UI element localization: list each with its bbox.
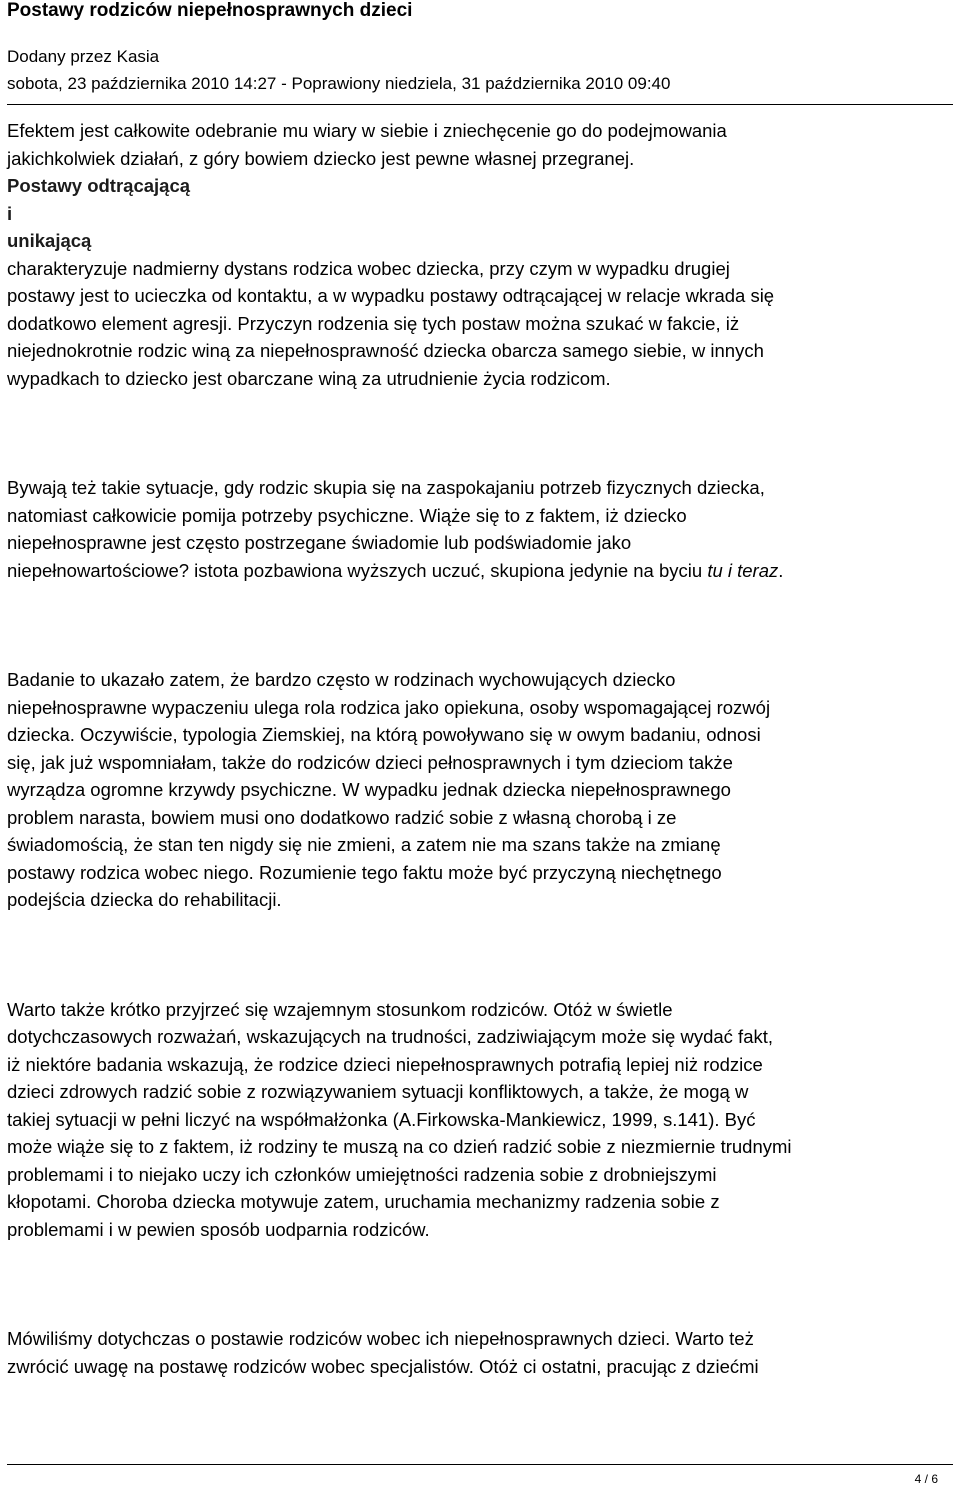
page-header	[7, 0, 953, 22]
text-line: Bywają też takie sytuacje, gdy rodzic skupia się na zaspokajaniu potrzeb fizycznych dziecka,	[7, 477, 765, 498]
paragraph-6	[7, 1325, 953, 1380]
text-line: Mówiliśmy dotychczas o postawie rodziców wobec ich niepełnosprawnych dzieci. Warto też	[7, 1328, 754, 1349]
text-line: dzieci zdrowych radzić sobie z rozwiązywaniem sytuacji konfliktowych, a także, że mogą w	[7, 1081, 749, 1102]
paragraph-3	[7, 474, 953, 584]
paragraph-spacer	[7, 584, 953, 666]
text-line: postawy jest to ucieczka od kontaktu, a w wypadku postawy odtrącającej w relacje wkrada się	[7, 285, 775, 306]
text-line: problemami i to niejako uczy ich członków umiejętności radzenia sobie z drobniejszymi	[7, 1163, 717, 1185]
text-line: wyrządza ogromne krzywdy psychiczne. W wypadku jednak dziecka niepełnosprawnego	[7, 779, 731, 800]
text-segment: .	[778, 559, 784, 581]
author-line: Dodany przez Kasia	[7, 47, 160, 66]
article-meta	[7, 43, 670, 97]
text-line: może wiąże się to z faktem, iż rodziny te muszą na co dzień radzić sobie z niezmiernie trudnymi	[7, 1136, 792, 1157]
text-line: charakteryzuje nadmierny dystans rodzica wobec dziecka, przy czym w wypadku drugiej	[7, 257, 730, 279]
text-line	[7, 557, 953, 585]
paragraph-spacer	[7, 914, 953, 996]
section-heading: Postawy odtrącającą	[7, 175, 191, 196]
footer-divider	[7, 1464, 953, 1465]
page-number: 4 / 6	[914, 1472, 938, 1486]
text-line: podejścia dziecka do rehabilitacji.	[7, 889, 282, 910]
text-line: niepełnosprawne jest często postrzegane świadomie lub podświadomie jako	[7, 532, 632, 553]
article-body	[7, 117, 953, 1380]
text-line: niepełnosprawne wypaczeniu ulega rola rodzica jako opiekuna, osoby wspomagającej rozwój	[7, 696, 771, 718]
text-line: natomiast całkowicie pomija potrzeby psychiczne. Wiąże się to z faktem, iż dziecko	[7, 504, 687, 526]
text-line: się, jak już wspomniałam, także do rodziców dzieci pełnosprawnych i tym dzieciom także	[7, 751, 733, 773]
text-line: problem narasta, bowiem musi ono dodatkowo radzić sobie z własną chorobą i ze	[7, 806, 677, 828]
header-divider	[7, 104, 953, 105]
text-line: zwrócić uwagę na postawę rodziców wobec specjalistów. Otóż ci ostatni, pracując z dziećmi	[7, 1355, 759, 1377]
text-line: kłopotami. Choroba dziecka motywuje zatem, uruchamia mechanizmy radzenia sobie z	[7, 1191, 720, 1212]
text-line: Badanie to ukazało zatem, że bardzo często w rodzinach wychowujących dziecko	[7, 669, 676, 690]
text-line: dodatkowo element agresji. Przyczyn rodzenia się tych postaw można szukać w fakcie, iż	[7, 312, 740, 334]
paragraph-2	[7, 172, 953, 392]
text-line: wypadkach to dziecko jest obarczane winą za utrudnienie życia rodzicom.	[7, 367, 611, 389]
paragraph-spacer	[7, 1243, 953, 1325]
text-line: Warto także krótko przyjrzeć się wzajemnym stosunkom rodziców. Otóż w świetle	[7, 998, 673, 1020]
paragraph-4	[7, 666, 953, 914]
text-line: niejednokrotnie rodzic winą za niepełnosprawność dziecka obarcza samego siebie, w innych	[7, 340, 764, 361]
section-heading: unikającą	[7, 230, 92, 251]
text-line: Efektem jest całkowite odebranie mu wiary w siebie i zniechęcenie go do podejmowania	[7, 120, 727, 141]
text-line: jakichkolwiek działań, z góry bowiem dziecko jest pewne własnej przegranej.	[7, 147, 635, 169]
text-line: postawy rodzica wobec niego. Rozumienie tego faktu może być przyczyną niechętnego	[7, 861, 722, 883]
section-heading: i	[7, 202, 13, 224]
text-line: dziecka. Oczywiście, typologia Ziemskiej, na którą powoływano się w owym badaniu, odnosi	[7, 724, 761, 745]
text-segment: niepełnowartościowe? istota pozbawiona wyższych uczuć, skupiona jedynie na byciu	[7, 559, 708, 581]
paragraph-1	[7, 117, 953, 172]
paragraph-spacer	[7, 392, 953, 474]
italic-phrase: tu i teraz	[707, 559, 779, 581]
text-line: iż niektóre badania wskazują, że rodzice dzieci niepełnosprawnych potrafią lepiej niż rodzice	[7, 1053, 763, 1075]
text-line: świadomością, że stan ten nigdy się nie zmieni, a zatem nie ma szans także na zmianę	[7, 834, 721, 855]
text-line: problemami i w pewien sposób uodparnia rodziców.	[7, 1218, 430, 1240]
paragraph-5	[7, 996, 953, 1244]
text-line: takiej sytuacji w pełni liczyć na współmałżonka (A.Firkowska-Mankiewicz, 1999, s.141). Być	[7, 1108, 756, 1130]
page-title: Postawy rodziców niepełnosprawnych dzieci	[7, 0, 413, 21]
text-line: dotychczasowych rozważań, wskazujących na trudności, zadziwiającym może się wydać fakt,	[7, 1026, 774, 1047]
date-line: sobota, 23 października 2010 14:27 - Poprawiony niedziela, 31 października 2010 09:40	[7, 74, 671, 93]
